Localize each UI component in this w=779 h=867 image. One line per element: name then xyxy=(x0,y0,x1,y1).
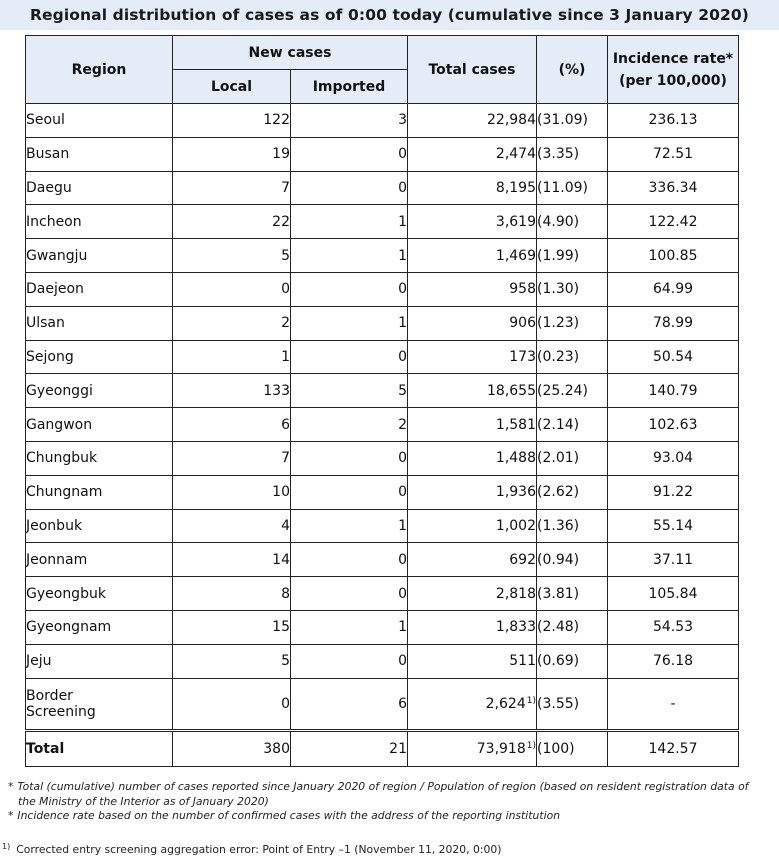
table-body xyxy=(26,104,739,767)
region-cell xyxy=(26,678,173,730)
local-cell: 5 xyxy=(173,644,291,678)
table-row xyxy=(26,408,739,442)
total-cases-cell: 173 xyxy=(408,340,537,374)
total-cases-cell: 1,488 xyxy=(408,441,537,475)
total-cases-cell xyxy=(408,730,537,766)
local-cell: 1 xyxy=(173,340,291,374)
local-cell: 22 xyxy=(173,205,291,239)
percent-cell: (11.09) xyxy=(537,171,608,205)
imported-cell: 0 xyxy=(291,577,408,611)
imported-cell: 1 xyxy=(291,239,408,273)
region-cell: Busan xyxy=(26,137,173,171)
percent-cell: (1.23) xyxy=(537,306,608,340)
local-cell: 14 xyxy=(173,543,291,577)
table-row xyxy=(26,205,739,239)
incidence-rate-cell: 54.53 xyxy=(608,610,739,644)
incidence-rate-cell: 100.85 xyxy=(608,239,739,273)
region-cell: Total xyxy=(26,730,173,766)
table-row xyxy=(26,272,739,306)
header-total-cases: Total cases xyxy=(408,36,537,104)
table-row xyxy=(26,610,739,644)
regional-cases-table xyxy=(25,35,739,767)
table-row xyxy=(26,340,739,374)
footnote-marker: 1) xyxy=(526,740,536,751)
imported-cell: 0 xyxy=(291,171,408,205)
percent-cell: (100) xyxy=(537,730,608,766)
total-cases-cell: 2,818 xyxy=(408,577,537,611)
footnote xyxy=(2,842,501,856)
local-cell: 7 xyxy=(173,171,291,205)
table-row xyxy=(26,306,739,340)
incidence-rate-cell: - xyxy=(608,678,739,730)
region-cell: Gangwon xyxy=(26,408,173,442)
incidence-rate-cell: 91.22 xyxy=(608,475,739,509)
region-cell: Gyeongnam xyxy=(26,610,173,644)
imported-cell: 1 xyxy=(291,509,408,543)
imported-cell: 0 xyxy=(291,137,408,171)
region-cell: Daejeon xyxy=(26,272,173,306)
total-cases-cell: 511 xyxy=(408,644,537,678)
imported-cell: 0 xyxy=(291,272,408,306)
percent-cell: (3.81) xyxy=(537,577,608,611)
header-incidence-rate-line2: (per 100,000) xyxy=(619,72,727,89)
region-cell: Gyeonggi xyxy=(26,374,173,408)
total-cases-cell: 3,619 xyxy=(408,205,537,239)
region-cell: Gwangju xyxy=(26,239,173,273)
local-cell: 19 xyxy=(173,137,291,171)
region-line1: Border xyxy=(26,687,73,704)
total-cases-cell: 8,195 xyxy=(408,171,537,205)
table-title: Regional distribution of cases as of 0:00 today (cumulative since 3 January 2020) xyxy=(0,0,779,30)
table-notes xyxy=(8,780,773,824)
header-imported: Imported xyxy=(291,70,408,104)
percent-cell: (0.23) xyxy=(537,340,608,374)
region-cell: Incheon xyxy=(26,205,173,239)
percent-cell: (1.30) xyxy=(537,272,608,306)
incidence-rate-cell: 78.99 xyxy=(608,306,739,340)
region-cell: Seoul xyxy=(26,104,173,138)
incidence-rate-cell: 93.04 xyxy=(608,441,739,475)
table-row xyxy=(26,644,739,678)
local-cell: 380 xyxy=(173,730,291,766)
percent-cell: (25.24) xyxy=(537,374,608,408)
region-cell: Ulsan xyxy=(26,306,173,340)
region-cell: Daegu xyxy=(26,171,173,205)
local-cell: 2 xyxy=(173,306,291,340)
table-row xyxy=(26,577,739,611)
percent-cell: (2.48) xyxy=(537,610,608,644)
imported-cell: 2 xyxy=(291,408,408,442)
table-row xyxy=(26,104,739,138)
imported-cell: 1 xyxy=(291,306,408,340)
total-cases-cell: 1,469 xyxy=(408,239,537,273)
region-cell: Jeju xyxy=(26,644,173,678)
total-cases-cell: 958 xyxy=(408,272,537,306)
total-cases-cell xyxy=(408,678,537,730)
table-row xyxy=(26,239,739,273)
region-cell: Sejong xyxy=(26,340,173,374)
total-cases-value: 2,624 xyxy=(485,695,526,712)
table-row xyxy=(26,543,739,577)
imported-cell: 0 xyxy=(291,644,408,678)
imported-cell: 0 xyxy=(291,340,408,374)
imported-cell: 6 xyxy=(291,678,408,730)
table-row xyxy=(26,441,739,475)
local-cell: 10 xyxy=(173,475,291,509)
incidence-rate-cell: 336.34 xyxy=(608,171,739,205)
imported-cell: 0 xyxy=(291,543,408,577)
imported-cell: 0 xyxy=(291,441,408,475)
region-cell: Jeonbuk xyxy=(26,509,173,543)
local-cell: 8 xyxy=(173,577,291,611)
table-row xyxy=(26,475,739,509)
percent-cell: (2.62) xyxy=(537,475,608,509)
local-cell: 122 xyxy=(173,104,291,138)
percent-cell: (0.94) xyxy=(537,543,608,577)
imported-cell: 21 xyxy=(291,730,408,766)
header-new-cases: New cases xyxy=(173,36,408,70)
region-cell: Gyeongbuk xyxy=(26,577,173,611)
footnote-marker: 1) xyxy=(526,695,536,706)
local-cell: 7 xyxy=(173,441,291,475)
local-cell: 4 xyxy=(173,509,291,543)
imported-cell: 5 xyxy=(291,374,408,408)
header-incidence-rate-line1: Incidence rate* xyxy=(612,50,734,67)
local-cell: 15 xyxy=(173,610,291,644)
note-population-text: Total (cumulative) number of cases reported since January 2020 of region / Population of region (based on resident registration data of xyxy=(17,780,749,793)
incidence-rate-cell: 72.51 xyxy=(608,137,739,171)
total-cases-cell: 18,655 xyxy=(408,374,537,408)
note-population xyxy=(8,780,773,794)
note-incidence xyxy=(8,809,773,823)
table-row xyxy=(26,509,739,543)
percent-cell: (1.36) xyxy=(537,509,608,543)
table-row xyxy=(26,374,739,408)
incidence-rate-cell: 105.84 xyxy=(608,577,739,611)
incidence-rate-cell: 142.57 xyxy=(608,730,739,766)
table-row-total xyxy=(26,730,739,766)
header-percent: (%) xyxy=(537,36,608,104)
percent-cell: (3.55) xyxy=(537,678,608,730)
incidence-rate-cell: 122.42 xyxy=(608,205,739,239)
header-incidence-rate xyxy=(608,36,739,104)
footnote-marker: 1) xyxy=(2,842,11,851)
region-line2: Screening xyxy=(26,703,96,720)
percent-cell: (2.14) xyxy=(537,408,608,442)
total-cases-cell: 22,984 xyxy=(408,104,537,138)
region-cell: Chungbuk xyxy=(26,441,173,475)
header-region: Region xyxy=(26,36,173,104)
incidence-rate-cell: 55.14 xyxy=(608,509,739,543)
total-cases-value: 73,918 xyxy=(476,740,526,757)
percent-cell: (4.90) xyxy=(537,205,608,239)
footnote-text: Corrected entry screening aggregation error: Point of Entry –1 (November 11, 2020, 0:00) xyxy=(16,843,502,856)
imported-cell: 1 xyxy=(291,205,408,239)
note-population-continued: the Ministry of the Interior as of January 2020) xyxy=(18,794,269,808)
asterisk-mark: * xyxy=(8,780,14,793)
note-incidence-text: Incidence rate based on the number of confirmed cases with the address of the reporting institution xyxy=(17,809,561,822)
total-cases-cell: 1,833 xyxy=(408,610,537,644)
local-cell: 0 xyxy=(173,272,291,306)
header-local: Local xyxy=(173,70,291,104)
incidence-rate-cell: 64.99 xyxy=(608,272,739,306)
local-cell: 133 xyxy=(173,374,291,408)
percent-cell: (31.09) xyxy=(537,104,608,138)
imported-cell: 1 xyxy=(291,610,408,644)
percent-cell: (0.69) xyxy=(537,644,608,678)
percent-cell: (2.01) xyxy=(537,441,608,475)
total-cases-cell: 1,936 xyxy=(408,475,537,509)
region-cell: Chungnam xyxy=(26,475,173,509)
total-cases-cell: 692 xyxy=(408,543,537,577)
table-row xyxy=(26,137,739,171)
table-row xyxy=(26,171,739,205)
table-row-border-screening xyxy=(26,678,739,730)
local-cell: 5 xyxy=(173,239,291,273)
incidence-rate-cell: 140.79 xyxy=(608,374,739,408)
total-cases-cell: 1,581 xyxy=(408,408,537,442)
local-cell: 6 xyxy=(173,408,291,442)
asterisk-mark: * xyxy=(8,809,14,822)
total-cases-cell: 2,474 xyxy=(408,137,537,171)
incidence-rate-cell: 102.63 xyxy=(608,408,739,442)
incidence-rate-cell: 50.54 xyxy=(608,340,739,374)
percent-cell: (1.99) xyxy=(537,239,608,273)
imported-cell: 0 xyxy=(291,475,408,509)
total-cases-cell: 906 xyxy=(408,306,537,340)
imported-cell: 3 xyxy=(291,104,408,138)
total-cases-cell: 1,002 xyxy=(408,509,537,543)
incidence-rate-cell: 76.18 xyxy=(608,644,739,678)
local-cell: 0 xyxy=(173,678,291,730)
percent-cell: (3.35) xyxy=(537,137,608,171)
incidence-rate-cell: 37.11 xyxy=(608,543,739,577)
region-cell: Jeonnam xyxy=(26,543,173,577)
incidence-rate-cell: 236.13 xyxy=(608,104,739,138)
